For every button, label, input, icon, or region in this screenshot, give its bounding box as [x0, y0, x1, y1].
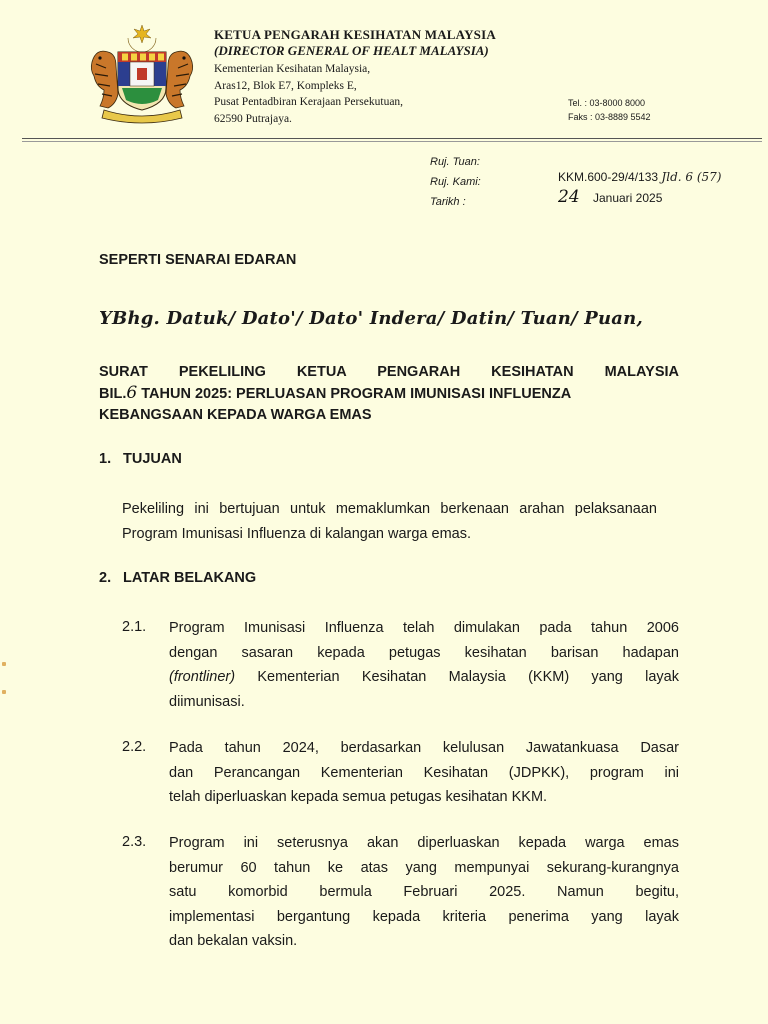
paragraph-line: Program ini seterusnya akan diperluaskan kepada warga emas: [169, 835, 679, 851]
letterhead-divider: [22, 138, 762, 139]
letterhead-address: [214, 61, 403, 127]
address-line: Kementerian Kesihatan Malaysia,: [214, 63, 371, 75]
paragraph-line: diimunisasi.: [169, 693, 245, 710]
paragraph-line: berumur 60 tahun ke atas yang mempunyai sekurang-kurangnya: [169, 859, 679, 876]
section-title: TUJUAN: [123, 451, 182, 467]
letterhead-title: KETUA PENGARAH KESIHATAN MALAYSIA: [214, 27, 496, 42]
section-title: LATAR BELAKANG: [123, 570, 257, 586]
title-line-rest: TAHUN 2025: PERLUASAN PROGRAM IMUNISASI INFLUENZA: [137, 386, 572, 402]
recipient: SEPERTI SENARAI EDARAN: [99, 252, 297, 268]
section-heading-tujuan: [99, 451, 182, 467]
section-number: 2.: [99, 570, 112, 586]
subsection-paragraph: [169, 831, 679, 954]
paragraph-line: dan Perancangan Kementerian Kesihatan (JDPKK), program ini: [169, 764, 679, 781]
subsection-number: 2.2.: [122, 739, 147, 755]
section-heading-latar-belakang: [99, 570, 256, 586]
coat-of-arms-emblem: [86, 24, 198, 124]
ruj-kami-label: Ruj. Kami:: [430, 176, 481, 188]
handwritten-volume: Jld. 6 (57): [661, 170, 722, 184]
title-line: KEBANGSAAN KEPADA WARGA EMAS: [99, 407, 372, 423]
tarikh-label: Tarikh :: [430, 196, 466, 208]
italic-term: (frontliner): [169, 669, 236, 685]
paragraph-line: dengan sasaran kepada petugas kesihatan barisan hadapan: [169, 644, 679, 661]
paragraph-line: telah diperluaskan kepada semua petugas kesihatan KKM.: [169, 789, 548, 805]
letterhead-contact: [568, 96, 651, 124]
telephone: Tel. : 03-8000 8000: [568, 98, 646, 108]
address-line: Aras12, Blok E7, Kompleks E,: [214, 79, 357, 92]
reference-number: KKM.600-29/4/133: [558, 170, 659, 184]
subsection-paragraph: [169, 616, 679, 714]
title-bil-prefix: BIL.: [99, 386, 127, 402]
salutation: YBhg. Datuk/ Dato'/ Dato' Indera/ Datin/ Tuan/ Puan,: [99, 308, 643, 329]
section-number: 1.: [99, 451, 112, 467]
line-rest: Kementerian Kesihatan Malaysia (KKM) yang layak: [235, 669, 679, 685]
paragraph-line: dan bekalan vaksin.: [169, 933, 298, 949]
paragraph-line: satu komorbid bermula Februari 2025. Namun begitu,: [169, 884, 679, 900]
paragraph-line: [169, 665, 679, 690]
title-line: [99, 383, 679, 405]
section-paragraph-tujuan: Pekeliling ini bertujuan untuk memaklumkan berkenaan arahan pelaksanaan Program Imunisasi Influenza di kalangan warga emas.: [122, 501, 657, 542]
letterhead-title-english: (DIRECTOR GENERAL OF HEALT MALAYSIA): [214, 43, 489, 58]
scan-edge-mark: [2, 662, 6, 666]
paragraph-line: Program Imunisasi Influenza telah dimulakan pada tahun 2006: [169, 620, 679, 636]
subsection-paragraph: [169, 736, 679, 810]
tarikh-value: [558, 187, 662, 207]
paragraph-line: implementasi bergantung kepada kriteria penerima yang layak: [169, 908, 679, 925]
handwritten-day: 24: [558, 187, 580, 207]
paragraph-line: Pada tahun 2024, berdasarkan kelulusan Jawatankuasa Dasar: [169, 740, 679, 756]
handwritten-circular-number: 6: [126, 383, 138, 403]
fax: Faks : 03-8889 5542: [568, 112, 651, 122]
ruj-tuan-label: Ruj. Tuan:: [430, 156, 480, 168]
address-line: 62590 Putrajaya.: [214, 112, 292, 125]
subsection-number: 2.1.: [122, 619, 147, 635]
address-line: Pusat Pentadbiran Kerajaan Persekutuan,: [214, 96, 404, 108]
reference-labels: [430, 152, 481, 212]
scan-edge-mark: [2, 690, 6, 694]
circular-title: [99, 362, 679, 426]
letterhead-divider-secondary: [22, 141, 762, 142]
subsection-number: 2.3.: [122, 834, 147, 850]
title-line: SURAT PEKELILING KETUA PENGARAH KESIHATAN MALAYSIA: [99, 364, 679, 380]
date-month-year: Januari 2025: [592, 191, 663, 205]
ruj-kami-value: [558, 170, 721, 184]
